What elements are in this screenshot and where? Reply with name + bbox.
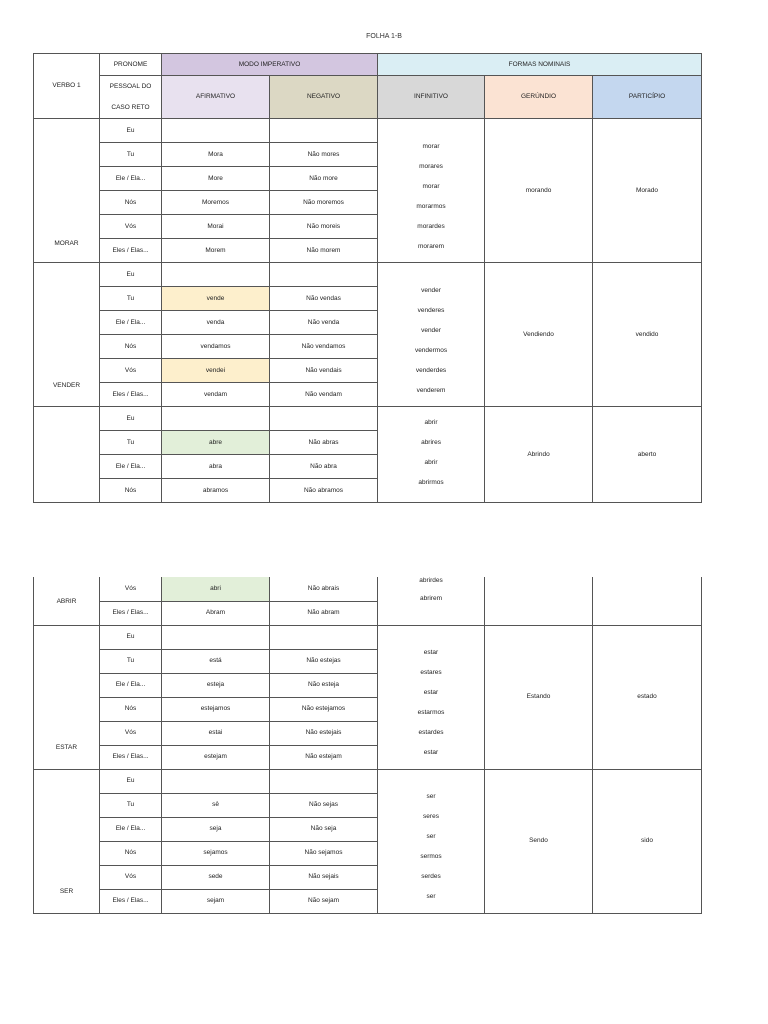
affirmative-cell: estejam [162,745,270,769]
pronoun-cell: Nós [100,697,162,721]
affirmative-cell-highlighted: vende [162,287,270,311]
affirmative-cell-highlighted: abri [162,577,270,601]
gerund-header: GERÚNDIO [485,76,593,119]
infinitive-form: serdes [421,873,441,880]
negative-cell: Não sejais [270,865,378,889]
affirmative-cell [162,263,270,287]
infinitive-form: seres [423,813,439,820]
verb-name-abrir-blank [34,407,100,503]
negative-cell: Não moreis [270,215,378,239]
conjugation-table-top [33,53,702,503]
infinitive-form: vender [421,286,441,294]
infinitive-form: estares [420,669,442,676]
negative-cell: Não morem [270,239,378,263]
sheet-title: FOLHA 1-B [366,33,402,40]
pronoun-cell: Nós [100,841,162,865]
pronoun-cell: Eu [100,119,162,143]
infinitive-stack-ser [378,769,485,913]
affirmative-cell: vendamos [162,335,270,359]
infinitive-header: INFINITIVO [378,76,485,119]
affirmative-cell: vendam [162,383,270,407]
nominal-forms-group-header: FORMAS NOMINAIS [378,54,702,76]
negative-cell: Não estejais [270,721,378,745]
infinitive-form: morar [422,182,440,190]
affirmative-cell: Moremos [162,191,270,215]
infinitive-form: sermos [420,853,442,860]
pronoun-cell: Eu [100,407,162,431]
infinitive-stack-abrir-part1 [378,407,485,503]
negative-cell: Não estejas [270,649,378,673]
pronoun-header-line3: CASO RETO [100,98,162,119]
affirmative-cell: estejamos [162,697,270,721]
pronoun-cell: Ele / Ela... [100,817,162,841]
affirmative-cell: More [162,167,270,191]
infinitive-form: abrirmos [418,478,444,486]
pronoun-cell: Tu [100,143,162,167]
infinitive-form: estardes [418,729,444,736]
negative-cell: Não esteja [270,673,378,697]
infinitive-form: abrir [424,418,438,426]
infinitive-stack-vender [378,263,485,407]
infinitive-form: ser [426,893,436,900]
infinitive-form: morarem [418,242,445,250]
participle-cell-estar: estado [593,625,702,769]
negative-cell [270,263,378,287]
infinitive-form: abrirdes [419,577,443,584]
affirmative-cell: sejamos [162,841,270,865]
gerund-cell-vender: Vendiendo [485,263,593,407]
gerund-cell-morar: morando [485,119,593,263]
pronoun-cell: Nós [100,335,162,359]
infinitive-form: venderdes [415,366,447,374]
affirmative-cell: abramos [162,479,270,503]
infinitive-stack-abrir-part2 [378,577,485,625]
pronoun-cell: Eles / Elas... [100,889,162,913]
participle-cell-abrir: aberto [593,407,702,503]
pronoun-cell: Ele / Ela... [100,455,162,479]
participle-header: PARTICÍPIO [593,76,702,119]
verb-name-ser: SER [34,769,100,913]
infinitive-form: venderes [417,306,445,314]
negative-cell: Não sejam [270,889,378,913]
negative-cell [270,769,378,793]
verb-name-abrir: ABRIR [34,577,100,625]
pronoun-cell: Tu [100,649,162,673]
imperative-group-header: MODO IMPERATIVO [162,54,378,76]
participle-cell-vender: vendido [593,263,702,407]
affirmative-cell: Mora [162,143,270,167]
gerund-cell-estar: Estando [485,625,593,769]
affirmative-cell: sê [162,793,270,817]
negative-cell: Não estejamos [270,697,378,721]
pronoun-cell: Ele / Ela... [100,311,162,335]
infinitive-form: vender [421,326,441,334]
infinitive-form: estarmos [417,709,445,716]
affirmative-cell: seja [162,817,270,841]
pronoun-cell: Nós [100,191,162,215]
infinitive-form: estar [423,649,439,656]
negative-cell: Não vendam [270,383,378,407]
negative-cell: Não mores [270,143,378,167]
infinitive-form: venderem [416,386,446,394]
pronoun-header-line1: PRONOME [100,54,162,76]
participle-cell-ser: sido [593,769,702,913]
negative-cell: Não sejas [270,793,378,817]
pronoun-cell: Eu [100,769,162,793]
pronoun-cell: Eu [100,263,162,287]
affirmative-cell: abra [162,455,270,479]
pronoun-cell: Nós [100,479,162,503]
infinitive-form: estar [423,689,439,696]
infinitive-form: abrir [424,458,438,466]
negative-cell: Não vendamos [270,335,378,359]
pronoun-cell: Tu [100,793,162,817]
pronoun-cell: Eles / Elas... [100,745,162,769]
affirmative-cell: Morem [162,239,270,263]
pronoun-cell: Tu [100,431,162,455]
infinitive-stack-morar [378,119,485,263]
verb-name-estar: ESTAR [34,625,100,769]
participle-cell-abrir-cont [593,577,702,625]
affirmative-cell [162,769,270,793]
affirmative-cell: sede [162,865,270,889]
participle-cell-morar: Morado [593,119,702,263]
verb-name-morar: MORAR [34,119,100,263]
infinitive-form: abrirem [419,595,443,602]
affirmative-header: AFIRMATIVO [162,76,270,119]
negative-header: NEGATIVO [270,76,378,119]
affirmative-cell: sejam [162,889,270,913]
pronoun-cell: Vós [100,865,162,889]
conjugation-table-continued [33,577,702,914]
negative-cell: Não abras [270,431,378,455]
pronoun-cell: Ele / Ela... [100,673,162,697]
gerund-cell-abrir-cont [485,577,593,625]
negative-cell: Não abramos [270,479,378,503]
negative-cell [270,625,378,649]
negative-cell: Não abra [270,455,378,479]
negative-cell: Não abrais [270,577,378,601]
pronoun-cell: Vós [100,359,162,383]
infinitive-stack-estar [378,625,485,769]
pronoun-cell: Eles / Elas... [100,239,162,263]
gerund-cell-ser: Sendo [485,769,593,913]
verb-name-vender: VENDER [34,263,100,407]
infinitive-form: morar [422,142,440,150]
affirmative-cell-highlighted: vendei [162,359,270,383]
infinitive-form: ser [426,833,436,840]
pronoun-cell: Tu [100,287,162,311]
pronoun-cell: Vós [100,215,162,239]
affirmative-cell: esteja [162,673,270,697]
negative-cell [270,119,378,143]
affirmative-cell: Morai [162,215,270,239]
infinitive-form: estar [423,749,439,756]
pronoun-cell: Eu [100,625,162,649]
affirmative-cell [162,119,270,143]
negative-cell: Não sejamos [270,841,378,865]
pronoun-cell: Eles / Elas... [100,601,162,625]
affirmative-cell: Abram [162,601,270,625]
affirmative-cell: estai [162,721,270,745]
infinitive-form: morardes [417,222,445,230]
negative-cell: Não estejam [270,745,378,769]
infinitive-form: abrires [421,438,441,446]
negative-cell: Não seja [270,817,378,841]
gerund-cell-abrir: Abrindo [485,407,593,503]
affirmative-cell: venda [162,311,270,335]
pronoun-cell: Eles / Elas... [100,383,162,407]
pronoun-cell: Vós [100,577,162,601]
affirmative-cell [162,625,270,649]
pronoun-header-line2: PESSOAL DO [100,76,162,98]
negative-cell: Não vendas [270,287,378,311]
infinitive-form: morarmos [416,202,446,210]
infinitive-form: ser [426,793,436,800]
affirmative-cell: está [162,649,270,673]
negative-cell: Não abram [270,601,378,625]
negative-cell: Não venda [270,311,378,335]
affirmative-cell [162,407,270,431]
pronoun-cell: Vós [100,721,162,745]
affirmative-cell-highlighted: abre [162,431,270,455]
infinitive-form: vendermos [414,346,448,354]
negative-cell: Não more [270,167,378,191]
negative-cell: Não vendais [270,359,378,383]
negative-cell [270,407,378,431]
infinitive-form: morares [419,162,443,170]
verb-column-header: VERBO 1 [34,54,100,119]
negative-cell: Não moremos [270,191,378,215]
pronoun-cell: Ele / Ela... [100,167,162,191]
